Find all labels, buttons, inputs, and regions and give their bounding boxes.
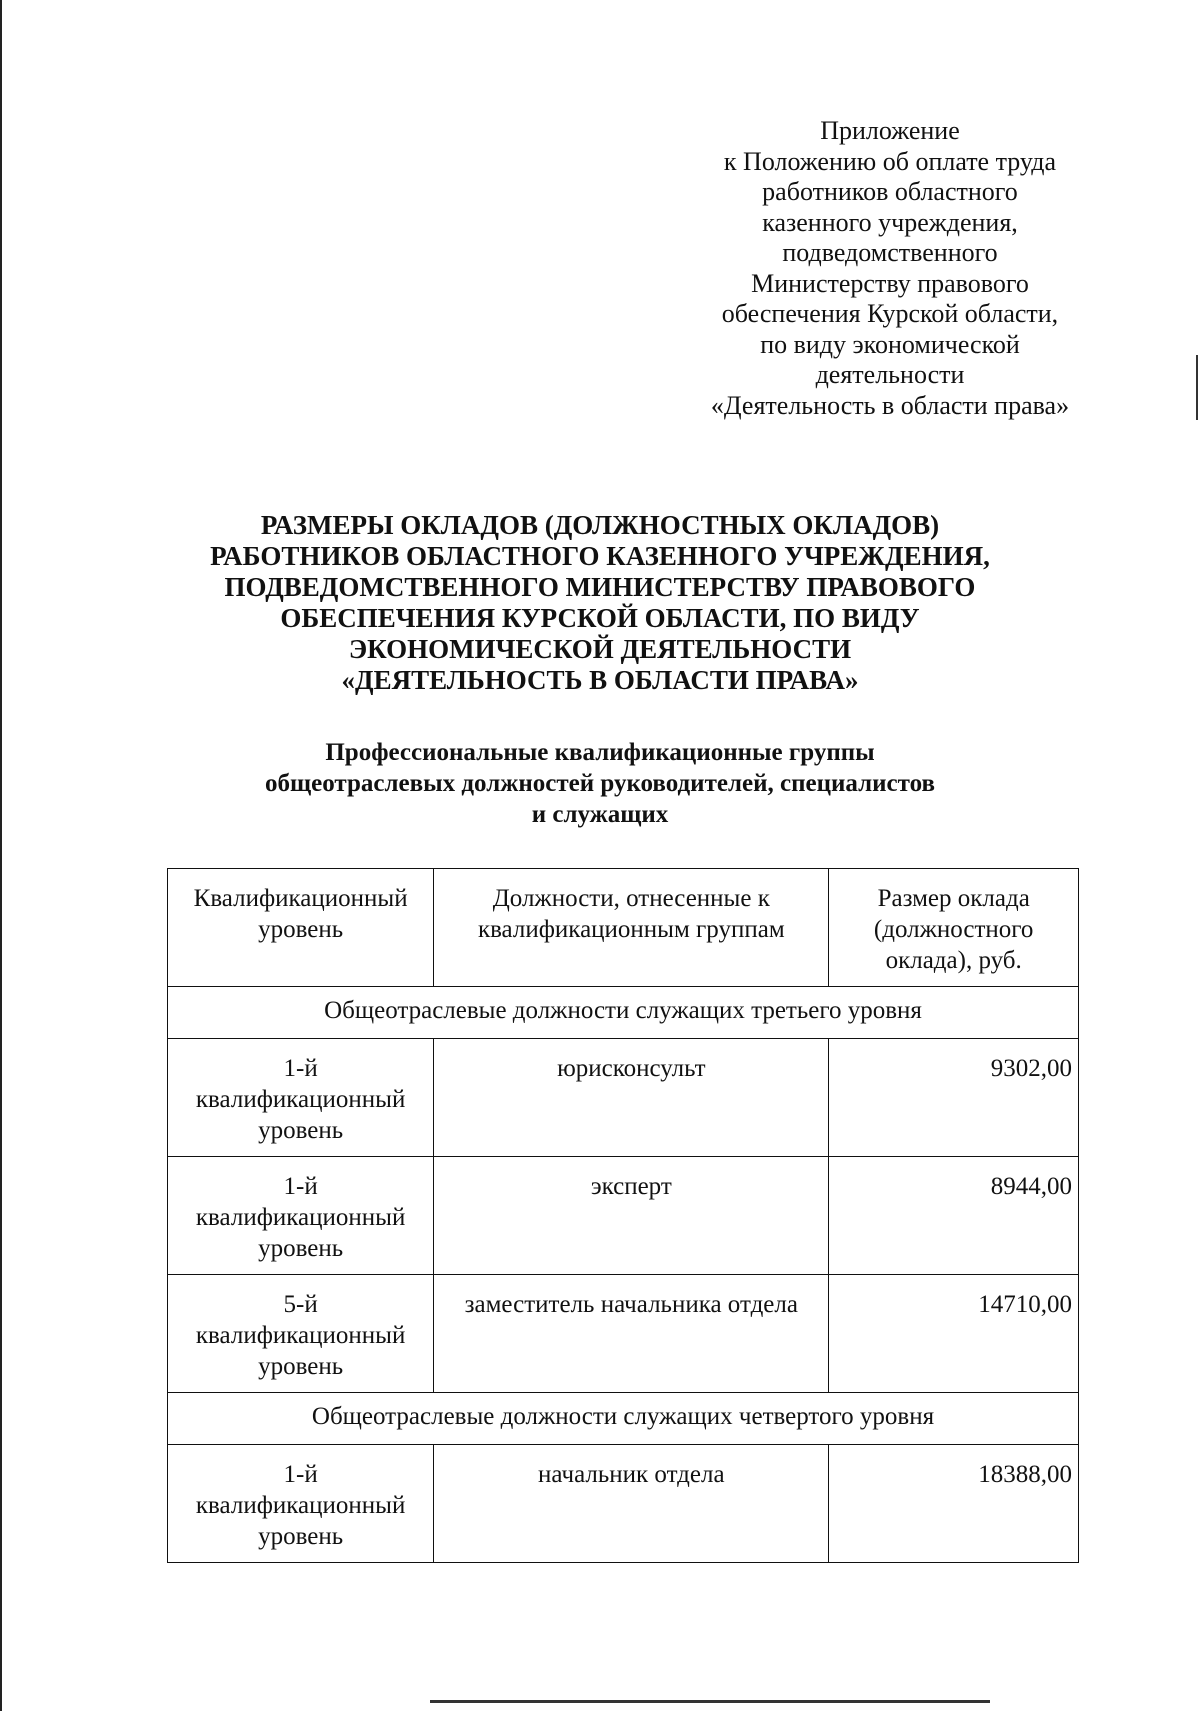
header-position-line: квалификационным группам: [477, 916, 785, 943]
title-line: ЭКОНОМИЧЕСКОЙ ДЕЯТЕЛЬНОСТИ: [348, 634, 852, 664]
level-line: уровень: [258, 1523, 344, 1550]
appendix-note: [680, 116, 1100, 421]
level-line: квалификационный: [195, 1086, 406, 1113]
header-position: [434, 869, 829, 987]
document-title: [150, 510, 1050, 696]
level-line: 5-й: [283, 1291, 318, 1318]
header-level-line: уровень: [258, 916, 344, 943]
title-line: РАЗМЕРЫ ОКЛАДОВ (ДОЛЖНОСТНЫХ ОКЛАДОВ): [260, 510, 940, 540]
cell-salary: 9302,00: [829, 1039, 1079, 1157]
title-line: «ДЕЯТЕЛЬНОСТЬ В ОБЛАСТИ ПРАВА»: [341, 665, 859, 695]
cell-level: [168, 1445, 434, 1563]
level-line: 1-й: [283, 1055, 318, 1082]
subtitle-line: общеотраслевых должностей руководителей, специалистов: [265, 770, 935, 797]
subtitle-line: и служащих: [531, 801, 669, 828]
title-line: ПОДВЕДОМСТВЕННОГО МИНИСТЕРСТВУ ПРАВОВОГО: [224, 572, 976, 602]
cell-position: юрисконсульт: [434, 1039, 829, 1157]
level-line: уровень: [258, 1353, 344, 1380]
cell-position: заместитель начальника отдела: [434, 1275, 829, 1393]
cell-salary: 8944,00: [829, 1157, 1079, 1275]
appendix-line: «Деятельность в области права»: [710, 390, 1070, 420]
level-line: 1-й: [283, 1461, 318, 1488]
subtitle-line: Профессиональные квалификационные группы: [325, 739, 875, 766]
section-subtitle: [180, 737, 1020, 830]
cell-level: [168, 1157, 434, 1275]
header-level-line: Квалификационный: [193, 885, 408, 912]
level-line: квалификационный: [195, 1322, 406, 1349]
appendix-line: казенного учреждения,: [762, 207, 1018, 237]
level-line: уровень: [258, 1235, 344, 1262]
title-line: ОБЕСПЕЧЕНИЯ КУРСКОЙ ОБЛАСТИ, ПО ВИДУ: [280, 603, 920, 633]
level-line: уровень: [258, 1117, 344, 1144]
cell-position: начальник отдела: [434, 1445, 829, 1563]
table-row: [168, 1275, 1079, 1393]
salary-table: [167, 868, 1079, 1563]
header-position-line: Должности, отнесенные к: [492, 885, 770, 912]
group-title: Общеотраслевые должности служащих четвертого уровня: [168, 1393, 1079, 1445]
header-salary-line: Размер оклада: [877, 885, 1030, 912]
appendix-line: работников областного: [762, 177, 1018, 206]
appendix-line: по виду экономической: [760, 329, 1020, 359]
title-line: РАБОТНИКОВ ОБЛАСТНОГО КАЗЕННОГО УЧРЕЖДЕНИЯ,: [210, 541, 990, 571]
scan-edge-right: [1196, 355, 1198, 420]
header-salary-line: оклада), руб.: [885, 947, 1022, 974]
level-line: квалификационный: [195, 1204, 406, 1231]
appendix-line: к Положению об оплате труда: [723, 146, 1057, 176]
appendix-line: Приложение: [820, 116, 960, 145]
table-header-row: [168, 869, 1079, 987]
appendix-line: подведомственного: [782, 238, 998, 267]
appendix-line: деятельности: [815, 360, 965, 389]
header-level: [168, 869, 434, 987]
cell-level: [168, 1039, 434, 1157]
cell-level: [168, 1275, 434, 1393]
table-row: [168, 1445, 1079, 1563]
cell-position: эксперт: [434, 1157, 829, 1275]
scan-bottom-line: [430, 1700, 990, 1703]
level-line: квалификационный: [195, 1492, 406, 1519]
header-salary-line: (должностного: [873, 916, 1034, 943]
cell-salary: 14710,00: [829, 1275, 1079, 1393]
group-row: [168, 987, 1079, 1039]
header-salary: [829, 869, 1079, 987]
appendix-line: обеспечения Курской области,: [721, 299, 1059, 328]
table-row: [168, 1039, 1079, 1157]
group-title: Общеотраслевые должности служащих третьего уровня: [168, 987, 1079, 1039]
level-line: 1-й: [283, 1173, 318, 1200]
cell-salary: 18388,00: [829, 1445, 1079, 1563]
appendix-line: Министерству правового: [751, 268, 1029, 298]
scan-edge-left: [0, 0, 2, 1711]
group-row: [168, 1393, 1079, 1445]
table-row: [168, 1157, 1079, 1275]
